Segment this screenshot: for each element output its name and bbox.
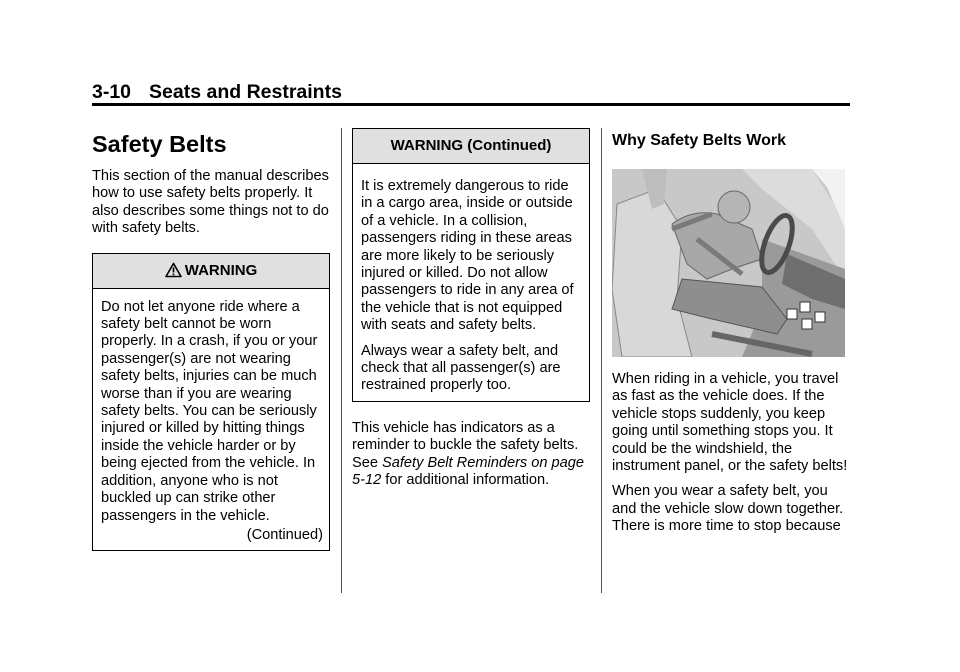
- warning-continued-box: [352, 128, 590, 402]
- header-rule: [92, 103, 850, 106]
- warning-paragraph-cargo: It is extremely dangerous to ride in a cargo area, inside or outside of a vehicle. In a collision, passengers riding in these areas are more likely to be seriously injured or killed. Do not allow passengers to ride in any area of the vehicle that is not equipped with seats and safety belts.: [361, 178, 574, 334]
- why-paragraph-2: When you wear a safety belt, you and the vehicle slow down together. There is more time to stop because: [612, 483, 844, 535]
- warning-text: Do not let anyone ride where a safety belt cannot be worn properly. In a crash, if you or your passenger(s) are not wearing safety belts, injuries can be much worse than if you are wearing safety belts. You can be seriously injured or killed by hitting things inside the vehicle harder or by being ejected from the vehicle. In addition, anyone who is not buckled up can strike other passengers in the vehicle.: [101, 298, 318, 524]
- reminder-link[interactable]: Safety Belt Reminders on page 5-12: [352, 454, 585, 489]
- warning-continued-body: [353, 164, 589, 401]
- column-divider-left: [341, 128, 342, 593]
- warning-paragraph-always: Always wear a safety belt, and check that all passenger(s) are restrained properly too.: [361, 342, 561, 394]
- indicator-tail: for additional information.: [385, 472, 550, 489]
- column-1: [92, 128, 330, 551]
- indicator-paragraph: [352, 420, 590, 490]
- page-header: [92, 80, 850, 104]
- column-2: [352, 128, 590, 498]
- warning-continued-header: WARNING (Continued): [353, 129, 589, 164]
- warning-header: [93, 254, 329, 289]
- chapter-title: Seats and Restraints: [149, 81, 342, 103]
- continued-label: (Continued): [246, 526, 323, 543]
- warning-box: [92, 253, 330, 552]
- crash-test-illustration: [612, 169, 845, 357]
- warning-triangle-icon: [165, 257, 182, 291]
- intro-paragraph: This section of the manual describes how to use safety belts properly. It also describes some things not to do with safety belts.: [92, 168, 329, 237]
- subsection-title: Why Safety Belts Work: [612, 132, 786, 149]
- why-paragraph-1: When riding in a vehicle, you travel as fast as the vehicle does. If the vehicle stops suddenly, you keep going until something stops you. It could be the windshield, the instrument panel, or the safety belts!: [612, 371, 848, 475]
- column-divider-right: [601, 128, 602, 593]
- indicator-lead: This vehicle has indicators as a reminder to buckle the safety belts. See: [352, 419, 579, 471]
- warning-body: [93, 289, 329, 551]
- column-3: [612, 128, 852, 544]
- section-title: Safety Belts: [92, 131, 227, 157]
- warning-heading: WARNING: [184, 261, 258, 279]
- page-number: 3-10: [92, 81, 132, 103]
